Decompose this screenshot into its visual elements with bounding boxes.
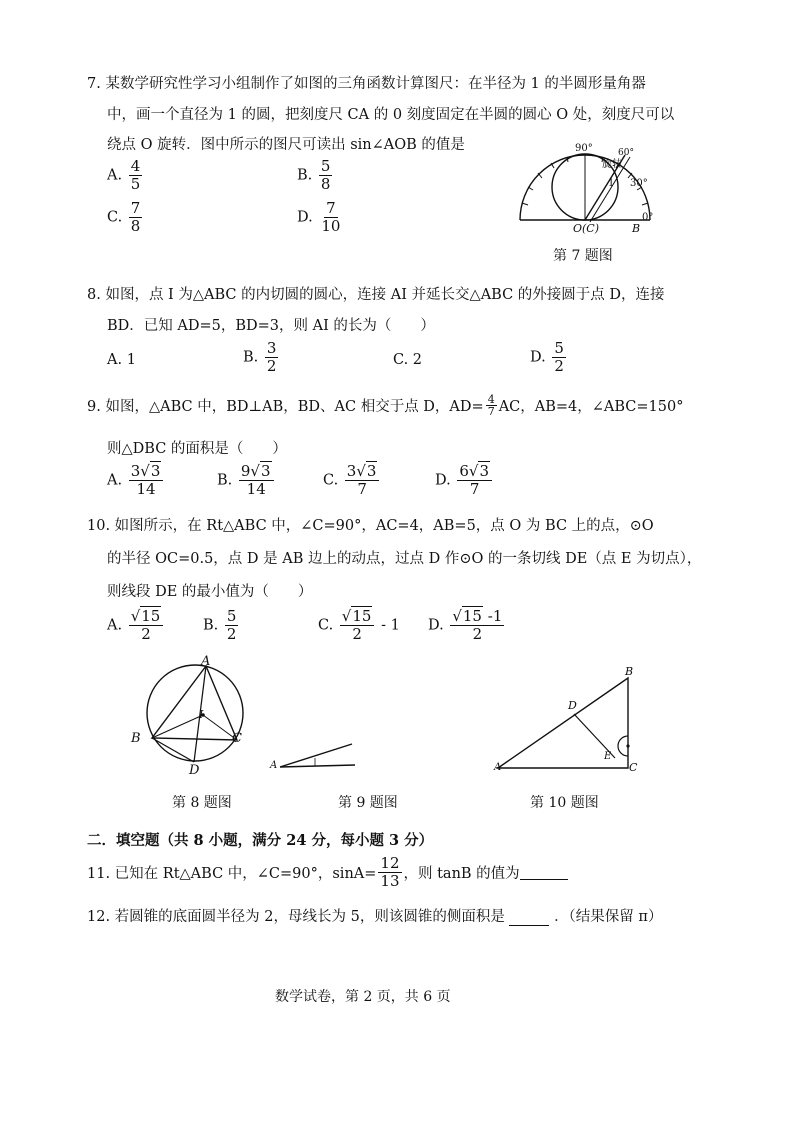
q10-label-a: A [494, 762, 502, 773]
q8-option-c: C. 2 [393, 352, 423, 368]
q8-option-d: D. $\frac{5}{2}$ [530, 339, 564, 375]
q10-option-b: B. $\frac{5}{2}$ [203, 607, 237, 643]
q7-line1: 7. 某数学研究性学习小组制作了如图的三角函数计算图尺：在半径为 1 的半圆形量角器 [87, 76, 646, 92]
q12-line: 12. 若圆锥的底面圆半径为 2，母线长为 5，则该圆锥的侧面积是 ．（结果保留 π） [87, 909, 663, 925]
section-2-heading: 二．填空题（共 8 小题，满分 24 分，每小题 3 分） [87, 832, 434, 849]
q9-option-c: C. $\frac{3√3}{7}$ [323, 463, 381, 498]
q11-line: 11. 已知在 Rt△ABC 中，∠C=90°，sinA= $\frac{12}{13}$ ，则 tanB 的值为 [87, 855, 568, 890]
q11-answer-blank [520, 865, 568, 880]
q10-label-c: C [629, 761, 638, 774]
q7-line2: 中，画一个直径为 1 的圆，把刻度尺 CA 的 0 刻度固定在半圆的圆心 O 处，刻度尺可以 [107, 107, 675, 123]
q8-line1: 8. 如图，点 I 为△ABC 的内切圆的圆心，连接 AI 并延长交△ABC 的外接圆于点 D，连接 [87, 287, 665, 303]
q10-figure-caption: 第 10 题图 [530, 795, 599, 811]
q8-label-a: A [201, 654, 211, 669]
q10-option-c: C. $\frac{√15}{2}$ - 1 [318, 607, 400, 643]
q7-option-a: A. $\frac{4}{5}$ [107, 157, 141, 193]
q7-label-90: 90° [575, 143, 593, 154]
q7-line3: 绕点 O 旋转．图中所示的图尺可读出 sin∠AOB 的值是 [107, 137, 465, 153]
q7-option-b: B. $\frac{5}{8}$ [297, 157, 331, 193]
q8-line2: BD．已知 AD=5，BD=3，则 AI 的长为（ ） [107, 318, 435, 334]
q10-figure [490, 670, 640, 775]
q8-figure [140, 660, 250, 770]
q10-line3: 则线段 DE 的最小值为（ ） [107, 584, 313, 600]
q8-label-i: I [199, 708, 204, 721]
q10-label-b: B [625, 665, 634, 678]
q7-label-60: 60° [618, 148, 634, 158]
q7-figure-caption: 第 7 题图 [553, 248, 613, 264]
q7-label-rotate: 旋转 [602, 159, 622, 170]
q9-option-b: B. $\frac{9√3}{14}$ [217, 463, 276, 498]
q7-label-1: 1 [608, 178, 615, 189]
q7-option-c: C. $\frac{7}{8}$ [107, 199, 141, 235]
q10-option-a: A. $\frac{√15}{2}$ [107, 608, 165, 643]
q9-option-a: A. $\frac{3√3}{14}$ [107, 463, 165, 498]
q8-label-b: B [131, 731, 141, 746]
q9-line2: 则△DBC 的面积是（ ） [107, 441, 287, 457]
q10-option-d: D. $\frac{√15 -1}{2}$ [428, 607, 503, 643]
q7-label-b: B [632, 222, 641, 235]
q8-label-d: D [189, 763, 200, 778]
q8-label-c: C [232, 731, 242, 746]
q8-figure-caption: 第 8 题图 [172, 795, 232, 811]
q10-line2: 的半径 OC=0.5，点 D 是 AB 边上的动点，过点 D 作⊙O 的一条切线 DE（点 E 为切点）， [107, 551, 702, 567]
q7-option-d: D. $\frac{7}{10}$ [297, 199, 341, 235]
page-footer: 数学试卷，第 2 页，共 6 页 [275, 989, 451, 1005]
q7-label-0: 0° [642, 212, 654, 223]
q10-label-e: E [604, 751, 612, 762]
q7-label-oc: O(C) [573, 222, 600, 235]
q9-figure-caption: 第 9 题图 [338, 795, 398, 811]
q8-option-a: A. 1 [107, 352, 136, 368]
q10-label-d: D [568, 699, 577, 712]
q8-option-b: B. $\frac{3}{2}$ [243, 339, 277, 375]
q9-figure [270, 740, 370, 780]
q9-option-d: D. $\frac{6√3}{7}$ [435, 463, 494, 498]
q12-answer-blank [509, 911, 549, 926]
q9-line1: 9. 如图，△ABC 中，BD⊥AB，BD、AC 相交于点 D，AD= $\frac{4}{7}$ AC，AB=4，∠ABC=150° [87, 393, 684, 418]
q9-label-a: A [270, 760, 278, 771]
q7-label-30: 30° [630, 178, 648, 189]
q10-line1: 10. 如图所示，在 Rt△ABC 中，∠C=90°，AC=4，AB=5，点 O 为 BC 上的点，⊙O [87, 518, 654, 534]
